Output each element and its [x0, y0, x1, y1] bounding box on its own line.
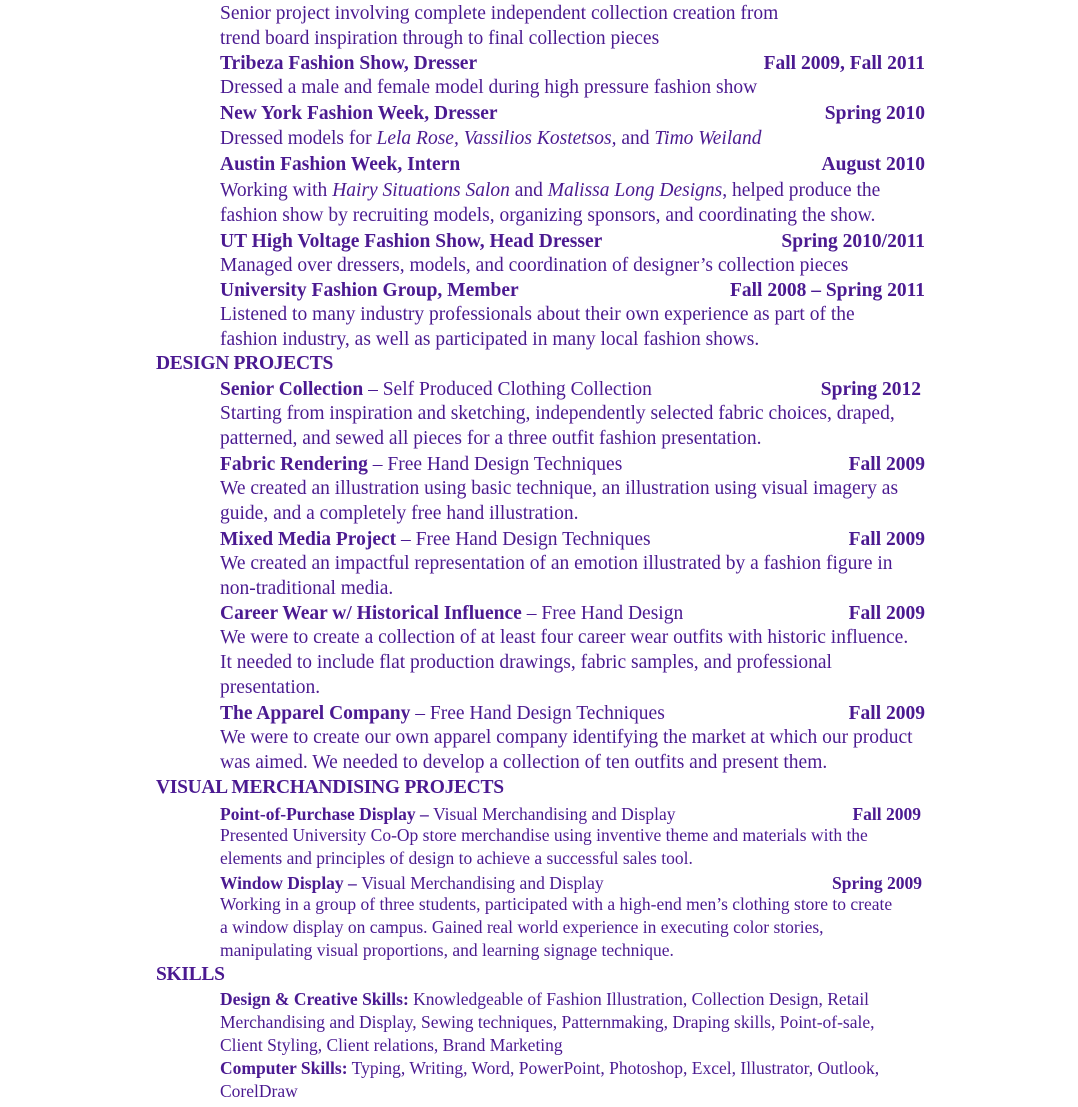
project-description: Starting from inspiration and sketching, independently selected fabric choices, draped, — [220, 403, 895, 424]
project-date: Spring 2009 — [832, 873, 922, 893]
experience-description: Dressed a male and female model during high pressure fashion show — [220, 77, 758, 98]
experience-date: Fall 2009, Fall 2011 — [763, 53, 925, 74]
experience-date: Spring 2010 — [824, 103, 925, 124]
design-skills-text: Client Styling, Client relations, Brand Marketing — [220, 1035, 563, 1055]
project-description: presentation. — [220, 677, 321, 698]
project-subtitle: – Free Hand Design Techniques — [410, 703, 665, 724]
experience-description: fashion show by recruiting models, organizing sponsors, and coordinating the show. — [220, 205, 876, 226]
project-description: We created an illustration using basic technique, an illustration using visual imagery as — [220, 478, 899, 499]
project-description: We were to create our own apparel company identifying the market at which our product — [220, 727, 913, 748]
project-title — [220, 804, 676, 825]
project-date: Fall 2009 — [852, 804, 921, 824]
experience-description: fashion industry, as well as participated in many local fashion shows. — [220, 329, 760, 350]
experience-entry-header — [220, 53, 925, 77]
project-name: Window Display – — [220, 873, 362, 893]
project-subtitle: – Self Produced Clothing Collection — [363, 379, 652, 400]
project-subtitle: – Free Hand Design Techniques — [396, 529, 651, 550]
experience-entry-header — [220, 231, 925, 255]
project-title — [220, 703, 665, 725]
experience-title: UT High Voltage Fashion Show, Head Dresser — [220, 231, 603, 252]
project-date: Fall 2009 — [848, 529, 925, 550]
experience-description: Listened to many industry professionals about their own experience as part of the — [220, 304, 855, 325]
project-title — [220, 454, 622, 476]
salon-name: Hairy Situations Salon — [332, 180, 510, 201]
project-header — [220, 379, 925, 403]
experience-date: Fall 2008 – Spring 2011 — [729, 280, 925, 301]
project-description: We created an impactful representation of an emotion illustrated by a fashion figure in — [220, 553, 893, 574]
project-date: Fall 2009 — [848, 454, 925, 475]
project-name: The Apparel Company — [220, 703, 411, 724]
project-date: Fall 2009 — [848, 703, 925, 724]
computer-skills-label: Computer Skills: — [220, 1058, 348, 1078]
description-text: , helped produce the — [722, 180, 881, 201]
experience-title: University Fashion Group, Member — [220, 280, 519, 301]
project-date: Spring 2012 — [820, 379, 921, 400]
project-subtitle: – Free Hand Design — [521, 603, 684, 624]
project-description: It needed to include flat production drawings, fabric samples, and professional — [220, 652, 832, 673]
design-skills-line — [220, 991, 869, 1009]
project-header — [220, 603, 925, 627]
project-header — [220, 703, 925, 727]
project-description: Presented University Co-Op store merchandise using inventive theme and materials with the — [220, 825, 868, 845]
project-description: We were to create a collection of at least four career wear outfits with historic influence. — [220, 627, 909, 648]
computer-skills-text: CorelDraw — [220, 1081, 298, 1101]
project-name: Point-of-Purchase Display – — [220, 804, 434, 824]
experience-date: Spring 2010/2011 — [781, 231, 925, 252]
project-name: Senior Collection — [220, 379, 364, 400]
project-title — [220, 873, 604, 894]
project-title — [220, 603, 683, 625]
project-subtitle: Visual Merchandising and Display — [433, 804, 676, 824]
design-skills-text: Knowledgeable of Fashion Illustration, Collection Design, Retail — [408, 989, 870, 1009]
project-date: Fall 2009 — [848, 603, 925, 624]
project-description: patterned, and sewed all pieces for a three outfit fashion presentation. — [220, 428, 762, 449]
experience-date: August 2010 — [821, 154, 925, 175]
section-heading-skills: SKILLS — [156, 964, 225, 985]
section-heading-design-projects: DESIGN PROJECTS — [156, 353, 333, 374]
project-header — [220, 529, 925, 553]
project-description: non-traditional media. — [220, 578, 394, 599]
experience-entry-header — [220, 280, 925, 304]
project-name: Career Wear w/ Historical Influence — [220, 603, 522, 624]
project-description: Working in a group of three students, participated with a high-end men’s clothing store to create — [220, 894, 893, 914]
project-description: guide, and a completely free hand illustration. — [220, 503, 579, 524]
project-description: was aimed. We needed to develop a collection of ten outfits and present them. — [220, 752, 828, 773]
description-text: Working with — [220, 180, 333, 201]
experience-description — [220, 181, 880, 201]
description-text: and — [509, 180, 548, 201]
project-title — [220, 379, 652, 401]
computer-skills-line — [220, 1060, 879, 1078]
project-title — [220, 529, 651, 551]
design-skills-text: Merchandising and Display, Sewing techniques, Patternmaking, Draping skills, Point-of-sale, — [220, 1012, 875, 1032]
project-description: manipulating visual proportions, and learning signage technique. — [220, 940, 674, 960]
designer-name: Timo Weiland — [654, 128, 762, 149]
designer-name: Malissa Long Designs — [547, 180, 723, 201]
experience-description: Managed over dressers, models, and coordination of designer’s collection pieces — [220, 255, 849, 276]
experience-title: Tribeza Fashion Show, Dresser — [220, 53, 478, 74]
experience-description — [220, 129, 762, 149]
experience-entry-header — [220, 154, 925, 178]
project-subtitle: Visual Merchandising and Display — [361, 873, 604, 893]
project-subtitle: – Free Hand Design Techniques — [367, 454, 623, 475]
experience-title: Austin Fashion Week, Intern — [220, 154, 461, 175]
project-name: Mixed Media Project — [220, 529, 397, 550]
project-header — [220, 454, 925, 478]
project-description: a window display on campus. Gained real world experience in executing color stories, — [220, 917, 824, 937]
project-description: elements and principles of design to achieve a successful sales tool. — [220, 848, 693, 868]
description-text: Dressed models for — [220, 128, 377, 149]
intro-line: Senior project involving complete independent collection creation from — [220, 3, 779, 24]
section-heading-visual-merchandising: VISUAL MERCHANDISING PROJECTS — [156, 777, 504, 798]
computer-skills-text: Typing, Writing, Word, PowerPoint, Photoshop, Excel, Illustrator, Outlook, — [347, 1058, 880, 1078]
intro-line: trend board inspiration through to final collection pieces — [220, 28, 660, 49]
design-skills-label: Design & Creative Skills: — [220, 989, 409, 1009]
description-text: and — [616, 128, 655, 149]
project-name: Fabric Rendering — [220, 454, 368, 475]
experience-title: New York Fashion Week, Dresser — [220, 103, 498, 124]
experience-entry-header — [220, 103, 925, 127]
designer-names: Lela Rose, Vassilios Kostetsos, — [376, 128, 617, 149]
